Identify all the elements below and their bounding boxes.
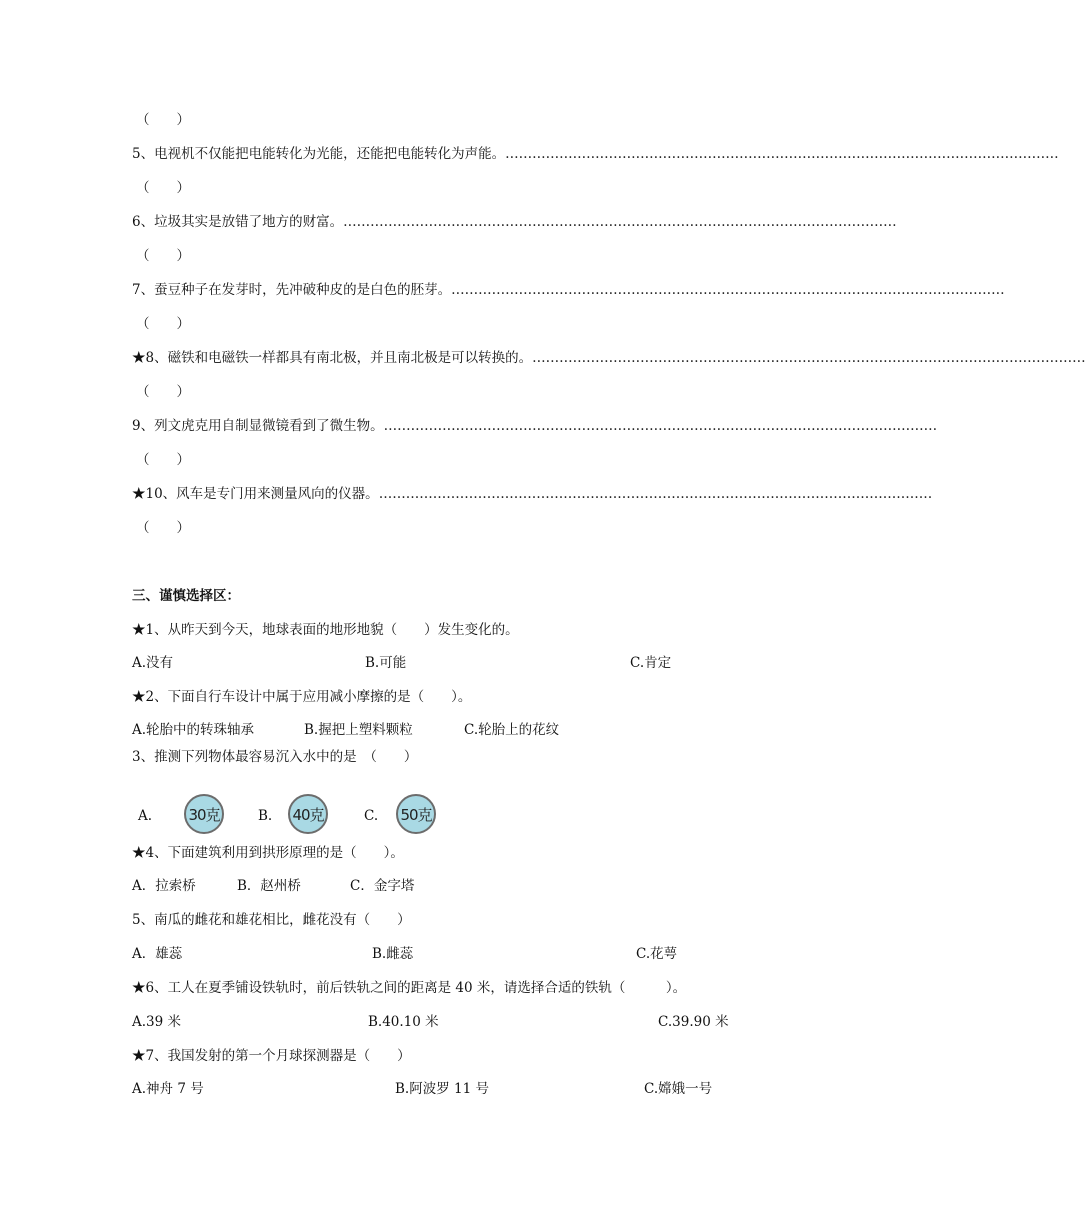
option-a: A.没有 xyxy=(132,655,174,671)
question-text: ★2、下面自行车设计中属于应用减小摩擦的是（ ）。 xyxy=(132,689,472,705)
option-b: B.握把上塑料颗粒 xyxy=(304,722,413,738)
judge-item-text: ★8、磁铁和电磁铁一样都具有南北极，并且南北极是可以转换的。 xyxy=(132,350,533,366)
judge-item xyxy=(132,144,1059,164)
question-text: ★4、下面建筑利用到拱形原理的是（ ）。 xyxy=(132,845,404,861)
option-b: B.40.10 米 xyxy=(368,1014,439,1030)
answer-paren: （ ） xyxy=(136,180,190,196)
question-text: 3、推测下列物体最容易沉入水中的是 （ ） xyxy=(132,749,418,765)
weight-ball-30g: 30克 xyxy=(184,794,224,834)
leader-dots: …………………………………………………………………………………………………………… xyxy=(343,214,897,230)
leader-dots: …………………………………………………………………………………………………………… xyxy=(505,146,1059,162)
answer-paren: （ ） xyxy=(136,248,190,264)
question-text: ★7、我国发射的第一个月球探测器是（ ） xyxy=(132,1048,411,1064)
judge-item-text: 9、列文虎克用自制显微镜看到了微生物。 xyxy=(132,418,384,434)
judge-item xyxy=(132,416,938,436)
option-a: A.神舟 7 号 xyxy=(132,1081,204,1097)
leader-dots: …………………………………………………………………………………………………………… xyxy=(378,486,933,502)
judge-item xyxy=(132,484,933,504)
section-title: 三、谨慎选择区： xyxy=(132,588,240,604)
answer-paren: （ ） xyxy=(136,452,190,468)
option-b: B. xyxy=(258,808,273,824)
option-b: B．赵州桥 xyxy=(237,878,301,894)
leader-dots: …………………………………………………………………………………………………………… xyxy=(532,350,1086,366)
option-c: C．金字塔 xyxy=(350,878,415,894)
option-a: A.轮胎中的转珠轴承 xyxy=(132,722,255,738)
judge-item xyxy=(132,280,1005,300)
option-a: A. xyxy=(138,808,153,824)
answer-paren: （ ） xyxy=(136,384,190,400)
option-c: C.肯定 xyxy=(630,655,672,671)
option-b: B.可能 xyxy=(365,655,407,671)
option-c: C.花萼 xyxy=(636,946,678,962)
question-text: 5、南瓜的雌花和雄花相比，雌花没有（ ） xyxy=(132,912,411,928)
judge-item-text: 5、电视机不仅能把电能转化为光能，还能把电能转化为声能。 xyxy=(132,146,506,162)
option-a: A.39 米 xyxy=(132,1014,182,1030)
answer-paren: （ ） xyxy=(136,316,190,332)
option-a: A．雄蕊 xyxy=(132,946,183,962)
answer-paren: （ ） xyxy=(136,112,190,128)
weight-ball-40g: 40克 xyxy=(288,794,328,834)
judge-item-text: ★10、风车是专门用来测量风向的仪器。 xyxy=(132,486,379,502)
answer-paren: （ ） xyxy=(136,520,190,536)
option-c: C. xyxy=(364,808,379,824)
weight-ball-50g: 50克 xyxy=(396,794,436,834)
judge-item-text: 7、蚕豆种子在发芽时，先冲破种皮的是白色的胚芽。 xyxy=(132,282,452,298)
option-c: C.嫦娥一号 xyxy=(644,1081,713,1097)
option-c: C.轮胎上的花纹 xyxy=(464,722,560,738)
judge-item xyxy=(132,348,1086,368)
option-b: B.阿波罗 11 号 xyxy=(395,1081,489,1097)
option-b: B.雌蕊 xyxy=(372,946,414,962)
judge-item-text: 6、垃圾其实是放错了地方的财富。 xyxy=(132,214,344,230)
option-a: A．拉索桥 xyxy=(132,878,196,894)
judge-item xyxy=(132,212,897,232)
leader-dots: …………………………………………………………………………………………………………… xyxy=(451,282,1005,298)
question-text: ★6、工人在夏季铺设铁轨时，前后铁轨之间的距离是 40 米，请选择合适的铁轨（ ）。 xyxy=(132,980,687,996)
option-c: C.39.90 米 xyxy=(658,1014,729,1030)
question-text: ★1、从昨天到今天，地球表面的地形地貌（ ）发生变化的。 xyxy=(132,622,519,638)
leader-dots: …………………………………………………………………………………………………………… xyxy=(383,418,938,434)
